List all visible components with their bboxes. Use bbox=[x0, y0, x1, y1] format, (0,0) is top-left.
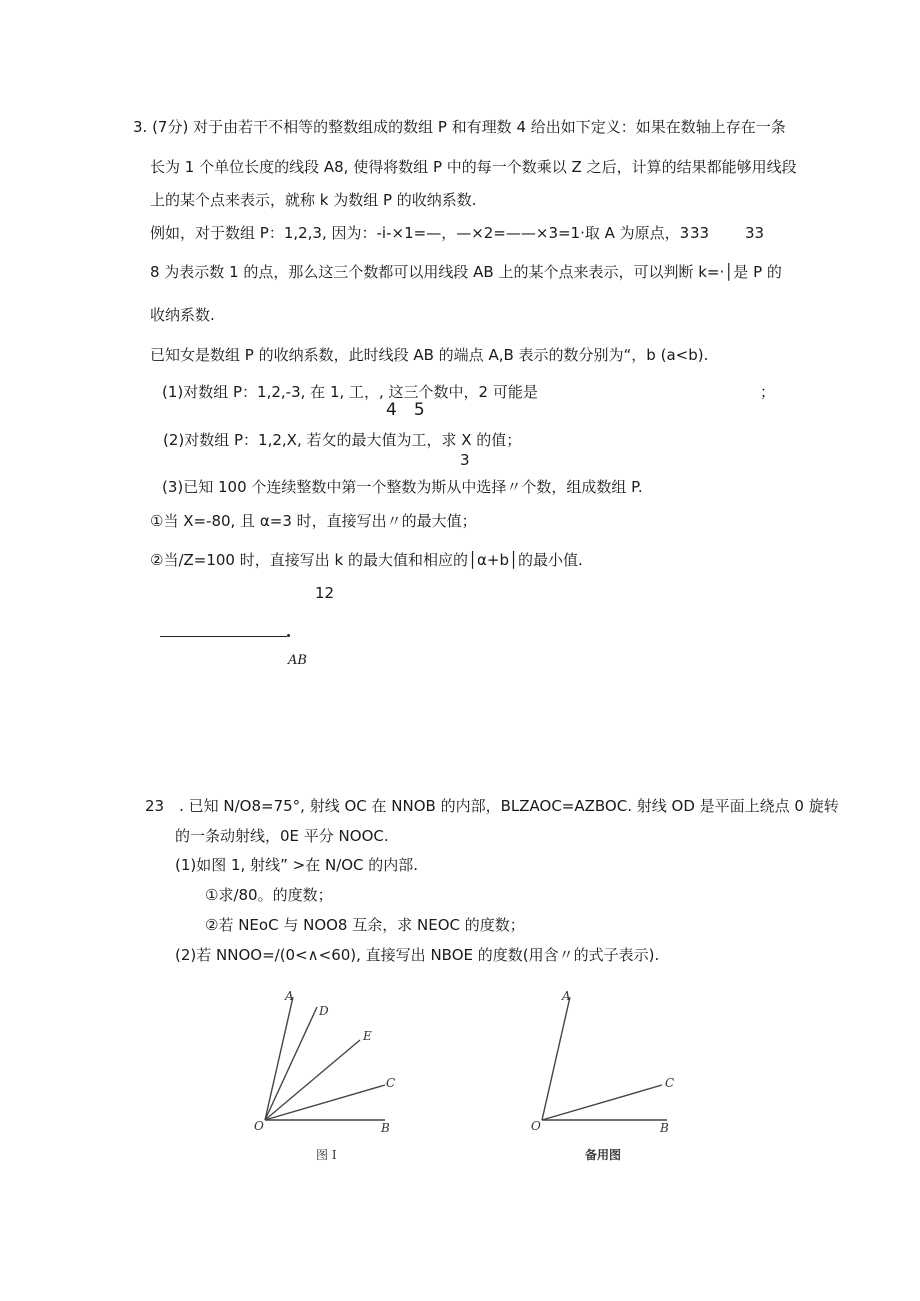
ray-oe bbox=[265, 1040, 360, 1120]
q3-line-6: 收纳系数. bbox=[150, 306, 215, 324]
figure-1-diagram bbox=[245, 985, 415, 1145]
q3-part-2: (2)对数组 P：1,2,X, 若攵的最大值为工，求 X 的值； bbox=[163, 431, 522, 449]
q3-part-1-sub: 4 5 bbox=[386, 400, 425, 420]
q23-sub-1: (1)如图 1, 射线” >在 N/OC 的内部. bbox=[175, 856, 419, 874]
q3-part-3b: ②当/Z=100 时，直接写出 k 的最大值和相应的│α+b│的最小值. bbox=[150, 551, 583, 569]
ray-oa bbox=[265, 997, 293, 1120]
segment-ab-line bbox=[160, 636, 287, 637]
q3-num-12: 12 bbox=[315, 584, 335, 602]
q3-line-1: 3. (7分) 对于由若干不相等的整数组成的数组 P 和有理数 4 给出如下定义：如果在数轴上存在一条 bbox=[133, 118, 786, 136]
fig2-label-o: O bbox=[531, 1119, 541, 1133]
fig1-label-a: A bbox=[285, 989, 294, 1003]
figure-1-caption: 图 I bbox=[316, 1148, 337, 1162]
segment-ab-endpoint bbox=[287, 634, 290, 637]
fig1-label-e: E bbox=[363, 1029, 372, 1043]
ray-oc bbox=[265, 1085, 385, 1120]
fig1-label-o: O bbox=[254, 1119, 264, 1133]
q3-part-1-blank-end: ； bbox=[760, 383, 776, 401]
segment-ab-label: AB bbox=[288, 653, 307, 668]
q3-example-num-b: 33 bbox=[745, 224, 765, 242]
ray-oc bbox=[542, 1085, 662, 1120]
q23-sub-2: (2)若 NNOO=/(0<∧<60), 直接写出 NBOE 的度数(用含〃的式子表示). bbox=[175, 946, 660, 964]
q3-line-2: 长为 1 个单位长度的线段 A8, 使得将数组 P 中的每一个数乘以 Z 之后，计算的结果都能够用线段 bbox=[150, 158, 797, 176]
q3-part-3: (3)已知 100 个连续整数中第一个整数为斯从中选择〃个数，组成数组 P. bbox=[162, 478, 643, 496]
q3-given: 已知女是数组 P 的收纳系数，此时线段 AB 的端点 A,B 表示的数分别为“，b (a<b). bbox=[150, 346, 709, 364]
q23-line-2: 的一条动射线，0E 平分 NOOC. bbox=[175, 827, 389, 845]
q3-line-5: 8 为表示数 1 的点，那么这三个数都可以用线段 AB 上的某个点来表示，可以判断 k=·│是 P 的 bbox=[150, 263, 782, 281]
q23-sub-1a: ①求/80。的度数； bbox=[205, 886, 333, 904]
q3-part-1: (1)对数组 P：1,2,-3, 在 1, 工，, 这三个数中，2 可能是 bbox=[162, 383, 538, 401]
q3-example-num-a: 33 bbox=[690, 224, 710, 242]
q23-line-1: 23 . 已知 N/O8=75°, 射线 OC 在 NNOB 的内部，BLZAOC=AZBOC. 射线 OD 是平面上绕点 0 旋转 bbox=[145, 797, 839, 815]
fig2-label-c: C bbox=[665, 1076, 675, 1090]
q3-line-3: 上的某个点来表示，就称 k 为数组 P 的收纳系数. bbox=[150, 191, 477, 209]
q23-sub-1b: ②若 NEoC 与 NOO8 互余，求 NEOC 的度数； bbox=[205, 916, 525, 934]
fig1-label-d: D bbox=[319, 1004, 329, 1018]
figure-backup-diagram bbox=[522, 985, 692, 1145]
figure-backup-caption: 备用图 bbox=[585, 1148, 622, 1162]
ray-od bbox=[265, 1007, 317, 1120]
q3-example-line: 例如，对于数组 P：1,2,3, 因为：-i-×1=—，—×2=——×3=1·取 A 为原点，3 bbox=[150, 224, 690, 242]
fig2-label-b: B bbox=[660, 1121, 669, 1135]
ray-oa bbox=[542, 997, 570, 1120]
fig1-label-c: C bbox=[386, 1076, 396, 1090]
q3-part-2-sub: 3 bbox=[460, 451, 470, 469]
fig1-label-b: B bbox=[381, 1121, 390, 1135]
fig2-label-a: A bbox=[562, 989, 571, 1003]
q3-part-3a: ①当 X=-80, 且 α=3 时，直接写出〃的最大值； bbox=[150, 512, 477, 530]
